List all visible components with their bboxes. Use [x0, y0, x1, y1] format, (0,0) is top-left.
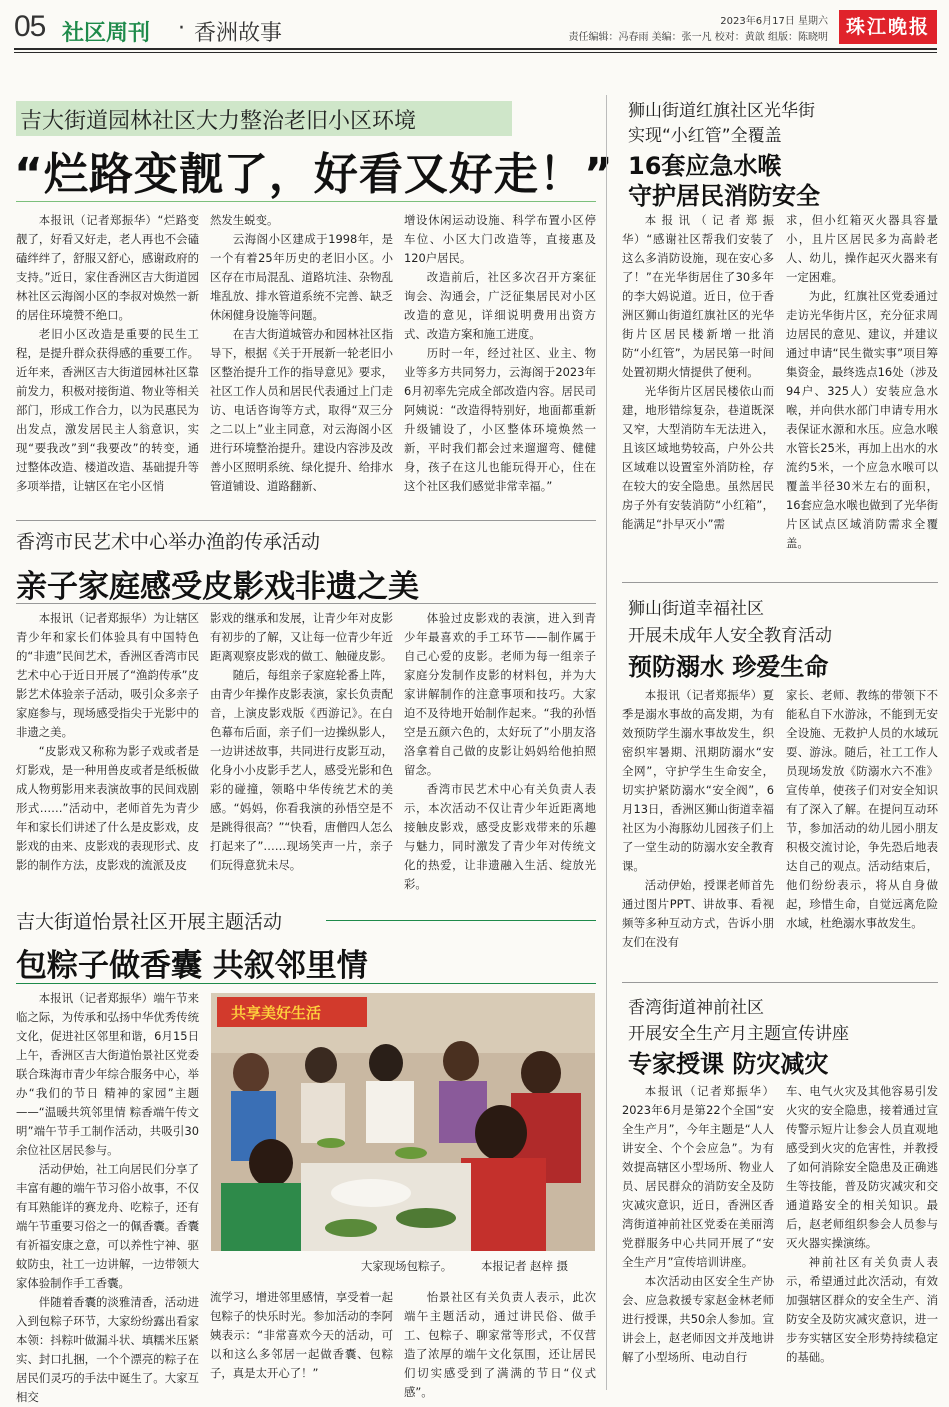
story4-headline-2: 守护居民消防安全: [628, 182, 820, 210]
story5-top-rule: [622, 582, 938, 583]
story6-top-rule: [622, 982, 938, 983]
story6-headline: 专家授课 防灾减灾: [628, 1050, 829, 1078]
paragraph: 光华街片区居民楼依山而建，地形错综复杂，巷道既深又窄，大型消防车无法进入，且该区域地势较高，户外公共区域难以设置室外消防栓，存在较大的安全隐患。虽然居民房子外有安装消防“小红箱”，能满足“扑早灭小”需: [622, 384, 774, 531]
paragraph: 本报讯（记者郑振华）为让辖区青少年和家长们体验具有中国特色的“非遗”民间艺术，香洲区香湾市民艺术中心于近日开展了“渔韵传承”皮影艺术体验亲子活动，吸引众多亲子家庭参与，现场感受指尖于光影中的非遗之美。: [16, 611, 199, 739]
story1-column-1: [16, 211, 199, 511]
paragraph: 本次活动由区安全生产协会、应急救援专家赵金林老师进行授课，共50余人参加。宣讲会上，赵老师因文并茂地讲解了小型场所、电动自行: [622, 1274, 774, 1364]
story2-rule: [16, 603, 596, 604]
story2-column-1: [16, 609, 199, 894]
story3-kicker-rule: [326, 920, 596, 921]
story6-column-1: [622, 1082, 774, 1392]
newspaper-logo: 珠江晚报: [839, 10, 937, 44]
story4-kicker-2: 实现“小红管”全覆盖: [628, 126, 782, 146]
masthead-rule-thin: [14, 52, 937, 53]
story1-column-3: [404, 211, 596, 511]
paragraph: 老旧小区改造是重要的民生工程，是提升群众获得感的重要工作。近年来，香洲区吉大街道园林社区靠前发力，积极对接街道、物业等相关部门，形成工作合力，以为民惠民为出发点，激发居民主人翁意识，实现“要我改”到“我要改”的转变，通过整体改造、楼道改造、基础提升等多项举措，让辖区在宅小区悄: [16, 327, 199, 493]
masthead: [0, 0, 949, 54]
story2-column-2: [210, 609, 393, 894]
story3-column-3: [404, 1288, 596, 1399]
story5-kicker-2: 开展未成年人安全教育活动: [628, 626, 832, 646]
paragraph: 本报讯（记者郑振华）端午节来临之际，为传承和弘扬中华优秀传统文化，促进社区邻里和谐，6月15日上午，香洲区吉大街道怡景社区党委联合珠海市青少年综合服务中心，举办“我们的节日 精神的家园”主题——“温暖共筑邻里情 粽香端午传文明”端午节手工制作活动，共吸引30余位社区居民参与。: [16, 991, 199, 1157]
story4-kicker-1: 狮山街道红旗社区光华街: [628, 101, 815, 121]
paragraph: 活动伊始，社工向居民们分享了丰富有趣的端午节习俗小故事，不仅有耳熟能详的赛龙舟、吃粽子，还有端午节重要习俗之一的佩香囊。香囊有祈福安康之意，可以养性宁神、驱蚊防虫，社工一边讲解，一边带领大家体验制作手工香囊。: [16, 1162, 199, 1290]
paragraph: 然发生蜕变。: [210, 213, 279, 227]
paragraph: 求，但小红箱灭火器具容量小，且片区居民多为高龄老人、幼儿，操作起灭火器来有一定困难。: [786, 213, 938, 284]
story4-column-1: [622, 211, 774, 551]
story3-photo: [211, 993, 595, 1251]
story4-column-2: [786, 211, 938, 551]
paragraph: 云海阁小区建成于1998年，是一个有着25年历史的老旧小区。小区存在市局混乱、道路坑洼、杂物乱堆乱放、排水管道系统不完善、缺乏休闲健身设施等问题。: [210, 232, 393, 322]
story3-kicker: 吉大街道怡景社区开展主题活动: [16, 911, 283, 933]
story6-kicker-2: 开展安全生产月主题宣传讲座: [628, 1024, 849, 1044]
paragraph: 本报讯（记者郑振华）夏季是溺水事故的高发期，为有效预防学生溺水事故发生，织密织牢暑期、汛期防溺水“安全网”，守护学生生命安全，切实护紧防溺水“安全阀”，6月13日，香洲区狮山街道幸福社区为小海豚幼儿园孩子们上了一堂生动的防溺水安全教育课。: [622, 688, 774, 873]
issue-date: 2023年6月17日 星期六: [720, 16, 828, 27]
paragraph: 影戏的继承和发展，让青少年对皮影有初步的了解，又让每一位青少年近距离观察皮影戏的做工、触碰皮影。: [210, 611, 393, 663]
editor-credits: 责任编辑：冯春雨 美编：张一凡 校对：黄歆 组版：陈晓明: [568, 32, 828, 43]
story1-column-2: [210, 211, 393, 511]
section-name: 社区周刊: [62, 21, 151, 46]
paragraph: 神前社区有关负责人表示，希望通过此次活动，有效加强辖区群众的安全生产、消防安全及防灾减灾意识，进一步夯实辖区安全形势持续稳定的基础。: [786, 1255, 938, 1364]
story3-column-1: [16, 989, 199, 1404]
paragraph: 伴随着香囊的淡雅清香，活动进入到包粽子环节，大家纷纷露出看家本领：抖粽叶做漏斗状、填糯米压紧实、封口扎捆，一个个漂亮的粽子在居民们灵巧的手法中诞生了。大家互相交: [16, 1295, 199, 1404]
paragraph: 车、电气火灾及其他容易引发火灾的安全隐患，接着通过宣传警示短片让参会人员直观地感受到火灾的危害性，并教授了如何消除安全隐患及正确逃生等技能，普及防灾减灾和交通道路安全的相关知识。最后，赵老师组织参会人员参与灭火器实操演练。: [786, 1084, 938, 1250]
story2-headline: 亲子家庭感受皮影戏非遗之美: [16, 569, 419, 605]
story5-kicker-1: 狮山街道幸福社区: [628, 599, 764, 619]
story1-rule: [16, 201, 596, 202]
paragraph: 流学习，增进邻里感情，享受着一起包粽子的快乐时光。参加活动的李阿姨表示：“非常喜欢今天的活动，可以和这么多邻居一起做香囊、包粽子，真是太开心了！”: [210, 1290, 393, 1380]
paragraph: 活动伊始，授课老师首先通过图片PPT、讲故事、看视频等多种互动方式，告诉小朋友们在没有: [622, 878, 774, 949]
story1-kicker: 吉大街道园林社区大力整治老旧小区环境: [20, 109, 417, 134]
paragraph: 怡景社区有关负责人表示，此次端午主题活动，通过讲民俗、做手工、包粽子、聊家常等形式，不仅营造了浓厚的端午文化氛围，还让居民们切实感受到了满满的节日“仪式感”。: [404, 1290, 596, 1399]
paragraph: 历时一年，经过社区、业主、物业等多方共同努力，云海阁于2023年6月初率先完成全部改造内容。居民司阿姨说：“改造得特别好，地面都重新升级铺设了，小区整体环境焕然一新，平时我们都会过来遛遛弯、健健身，孩子在这儿也能玩得开心，住在这个社区我们感觉非常幸福。”: [404, 346, 596, 493]
masthead-rule: [14, 48, 937, 50]
photo-credit: 本报记者 赵梓 摄: [481, 1259, 568, 1273]
page-number: 05: [14, 10, 46, 43]
paragraph: “皮影戏又称称为影子戏或者是灯影戏，是一种用兽皮或者是纸板做成人物剪影用来表演故事的民间戏剧形式……”活动中，老师首先为青少年和家长们讲述了什么是皮影戏，皮影戏的由来、皮影戏的表现形式、皮影的制作方法，皮影戏的流派及皮: [16, 744, 199, 872]
story6-kicker-1: 香湾街道神前社区: [628, 998, 764, 1018]
column-divider: [606, 95, 607, 1390]
story6-column-2: [786, 1082, 938, 1392]
paragraph: 为此，红旗社区党委通过走访光华街片区，充分征求周边居民的意见、建议，并建议通过申请“民生微实事”项目筹集资金，最终选点16处（涉及94户、325人）安装应急水喉，并向供水部门申请专用水表保证水源和水压。应急水喉水管长25米，再加上出水的水流约5米，一个应急水喉可以覆盖半径30米左右的面积，16套应急水喉也做到了光华街片区试点区域消防需求全覆盖。: [786, 289, 938, 550]
story5-column-1: [622, 686, 774, 948]
story5-column-2: [786, 686, 938, 948]
photo-caption: 大家现场包粽子。: [361, 1259, 453, 1273]
paragraph: 香湾市民艺术中心有关负责人表示，本次活动不仅让青少年近距离地接触皮影戏，感受皮影戏带来的乐趣与魅力，同时激发了青少年对传统文化的热爱，让非遗融入生活、绽放光彩。: [404, 782, 596, 891]
section-subtitle: 香洲故事: [194, 21, 283, 46]
paragraph: 改造前后，社区多次召开方案征询会、沟通会，广泛征集居民对小区改造的意见，详细说明费用出资方式、改造方案和施工进度。: [404, 270, 596, 341]
story2-kicker: 香湾市民艺术中心举办渔韵传承活动: [16, 531, 321, 553]
paragraph: 本报讯（记者郑振华）2023年6月是第22个全国“安全生产月”，今年主题是“人人讲安全、个个会应急”。为有效提高辖区小型场所、物业人员、居民群众的消防安全及防灾减灾意识，近日，香洲区香湾街道神前社区党委在美丽湾党群服务中心共同开展了“安全生产月”宣传培训讲座。: [622, 1084, 774, 1269]
paragraph: 家长、老师、教练的带领下不能私自下水游泳，不能到无安全设施、无救护人员的水域玩耍、游泳。随后，社工工作人员现场发放《防溺水六不准》宣传单，使孩子们对安全知识有了深入了解。在提问互动环节，参加活动的幼儿园小朋友积极交流讨论，争先恐后地表达自己的观点。活动结束后，他们纷纷表示，将从自身做起，珍惜生命，自觉远离危险水域，杜绝溺水事故发生。: [786, 688, 938, 930]
story3-rule: [16, 983, 596, 984]
story3-headline: 包粽子做香囊 共叙邻里情: [16, 948, 368, 984]
photo-banner-text: 共享美好生活: [231, 1004, 322, 1022]
paragraph: 随后，每组亲子家庭轮番上阵，由青少年操作皮影表演，家长负责配音，上演皮影戏版《西游记》。在白色幕布后面，亲子们一边操纵影人，一边讲述故事，共同进行皮影互动，化身小小皮影手艺人，感受光影和色彩的碰撞，领略中华传统艺术的美感。“妈妈，你看我演的孙悟空是不是跳得很高？”“快看，唐僧四人怎么打起来了”……现场笑声一片，亲子们玩得意犹未尽。: [210, 668, 393, 872]
story5-headline: 预防溺水 珍爱生命: [628, 653, 829, 681]
story2-top-rule: [16, 520, 596, 521]
paragraph: 本报讯（记者郑振华）“感谢社区帮我们安装了这么多消防设施，现在安心多了！”在光华街居住了30多年的李大妈说道。近日，位于香洲区狮山街道红旗社区的光华街片区居民楼新增一批消防“小红管”，为居民第一时间处置初期火情提供了便利。: [622, 213, 774, 379]
paragraph: 体验过皮影戏的表演，进入到青少年最喜欢的手工环节——制作属于自己心爱的皮影。老师为每一组亲子家庭分发制作皮影的材料包，并为大家讲解制作的注意事项和技巧。大家迫不及待地开始制作起来。“我的孙悟空是五颜六色的，太好玩了”小朋友洛洛拿着自己做的皮影让妈妈给他拍照留念。: [404, 611, 596, 777]
story3-column-2: [210, 1288, 393, 1388]
story4-headline-1: 16套应急水喉: [628, 152, 782, 180]
section-separator: ·: [178, 16, 185, 41]
paragraph: 本报讯（记者郑振华）“烂路变靓了，好看又好走，老人再也不会磕磕绊绊了，舒服又舒心，感谢政府的支持。”近日，家住香洲区吉大街道园林社区云海阁小区的李叔对焕然一新的居住环境赞不绝口。: [16, 213, 199, 322]
story2-column-3: [404, 609, 596, 894]
paragraph: 增设休闲运动设施、科学布置小区停车位、小区大门改造等，直接惠及120户居民。: [404, 213, 596, 265]
story1-headline: “烂路变靓了，好看又好走！”: [14, 149, 614, 200]
paragraph: 在吉大街道城管办和园林社区指导下，根据《关于开展新一轮老旧小区整治提升工作的指导意见》要求，社区工作人员和居民代表通过上门走访、电话咨询等方式，取得“双三分之二以上”业主同意，对云海阁小区进行环境整治提升。建设内容涉及改善小区照明系统、绿化提升、给排水管道铺设、道路翻新、: [210, 327, 393, 493]
